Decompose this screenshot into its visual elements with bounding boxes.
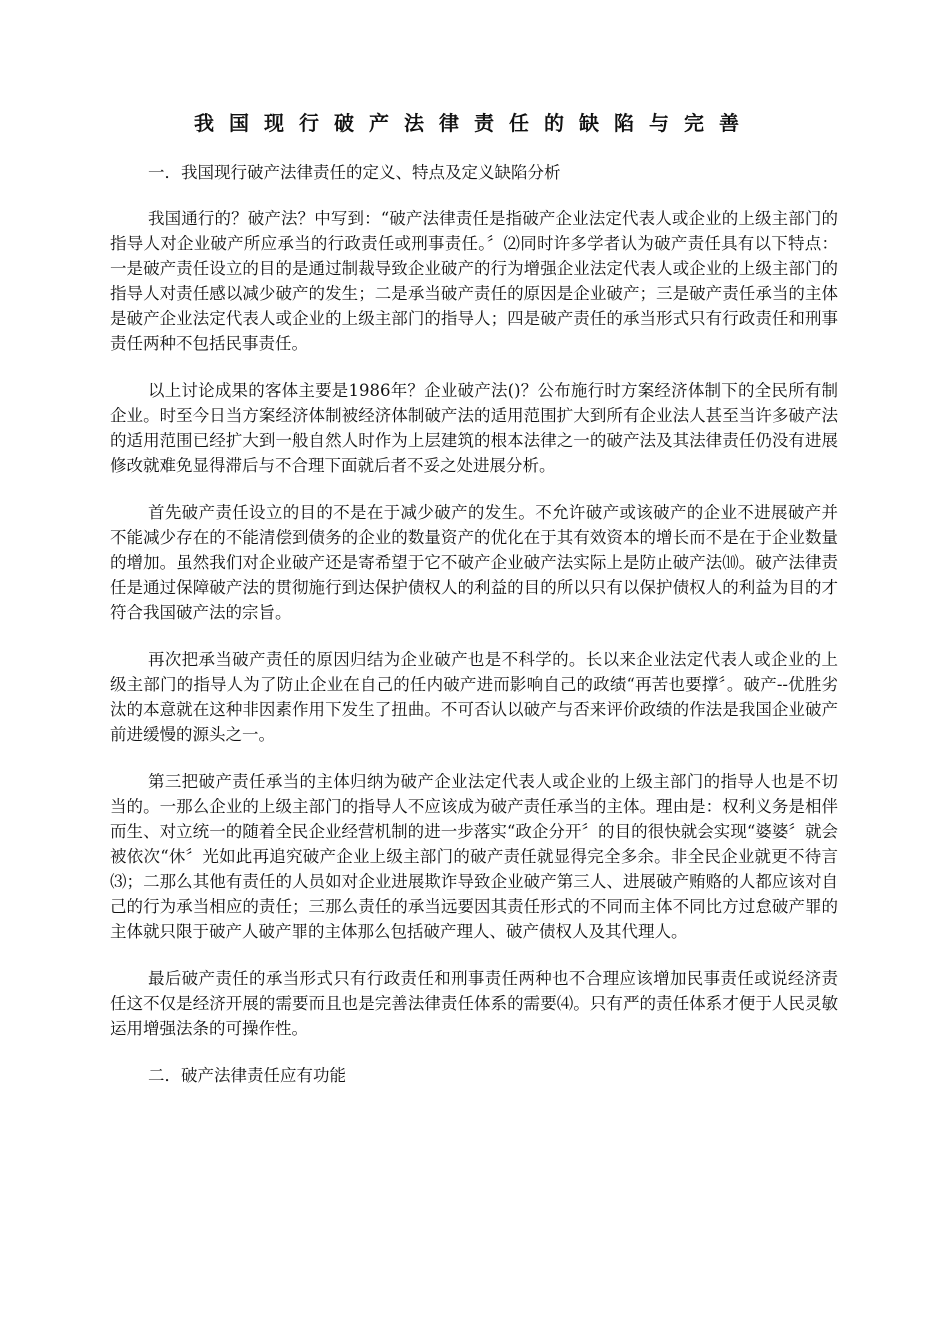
paragraph-1: 我国通行的？破产法？中写到：“破产法律责任是指破产企业法定代表人或企业的上级主部门的指导人对企业破产所应承当的行政责任或刑事责任。〞⑵同时许多学者认为破产责任具有以下特点：一是破产责任设立的目的是通过制裁导致企业破产的行为增强企业法定代表人或企业的上级主部门的指导人对责任感以减少破产的发生；二是承当破产责任的原因是企业破产；三是破产责任承当的主体是破产企业法定代表人或企业的上级主部门的指导人；四是破产责任的承当形式只有行政责任和刑事责任两种不包括民事责任。 (110, 209, 838, 353)
paragraph-6: 最后破产责任的承当形式只有行政责任和刑事责任两种也不合理应该增加民事责任或说经济责任这不仅是经济开展的需要而且也是完善法律责任体系的需要⑷。只有严的责任体系才便于人民灵敏运用增强法条的可操作性。 (110, 969, 838, 1038)
document-page (110, 108, 838, 1089)
paragraph-2: 以上讨论成果的客体主要是1986年？企业破产法()？公布施行时方案经济体制下的全民所有制企业。时至今日当方案经济体制被经济体制破产法的适用范围扩大到所有企业法人甚至当许多破产法的适用范围已经扩大到一般自然人时作为上层建筑的根本法律之一的破产法及其法律责任仍没有进展修改就难免显得滞后与不合理下面就后者不妥之处进展分析。 (110, 381, 838, 475)
section-heading-2: 二．破产法律责任应有功能 (148, 1066, 346, 1085)
paragraph-3: 首先破产责任设立的目的不是在于减少破产的发生。不允许破产或该破产的企业不进展破产并不能减少存在的不能清偿到债务的企业的数量资产的优化在于其有效资本的增长而不是在于企业数量的增加。虽然我们对企业破产还是寄希望于它不破产企业破产法实际上是防止破产法⑽。破产法律责任是通过保障破产法的贯彻施行到达保护债权人的利益的目的所以只有以保护债权人的利益为目的才符合我国破产法的宗旨。 (110, 503, 838, 622)
paragraph-5: 第三把破产责任承当的主体归纳为破产企业法定代表人或企业的上级主部门的指导人也是不切当的。一那么企业的上级主部门的指导人不应该成为破产责任承当的主体。理由是：权利义务是相伴而生、对立统一的随着全民企业经营机制的进一步落实“政企分开〞的目的很快就会实现“婆婆〞就会被依次“休〞光如此再追究破产企业上级主部门的破产责任就显得完全多余。非全民企业就更不待言⑶；二那么其他有责任的人员如对企业进展欺诈导致企业破产第三人、进展破产贿赂的人都应该对自己的行为承当相应的责任；三那么责任的承当远要因其责任形式的不同而主体不同比方过怠破产罪的主体就只限于破产人破产罪的主体那么包括破产理人、破产债权人及其代理人。 (110, 772, 838, 941)
document-title: 我国现行破产法律责任的缺陷与完善 (194, 111, 754, 135)
section-heading-1: 一．我国现行破产法律责任的定义、特点及定义缺陷分析 (148, 163, 561, 182)
paragraph-4: 再次把承当破产责任的原因归结为企业破产也是不科学的。长以来企业法定代表人或企业的上级主部门的指导人为了防止企业在自己的任内破产进而影响自己的政绩“再苦也要撑〞。破产--优胜劣汰的本意就在这种非因素作用下发生了扭曲。不可否认以破产与否来评价政绩的作法是我国企业破产前进缓慢的源头之一。 (110, 650, 838, 744)
